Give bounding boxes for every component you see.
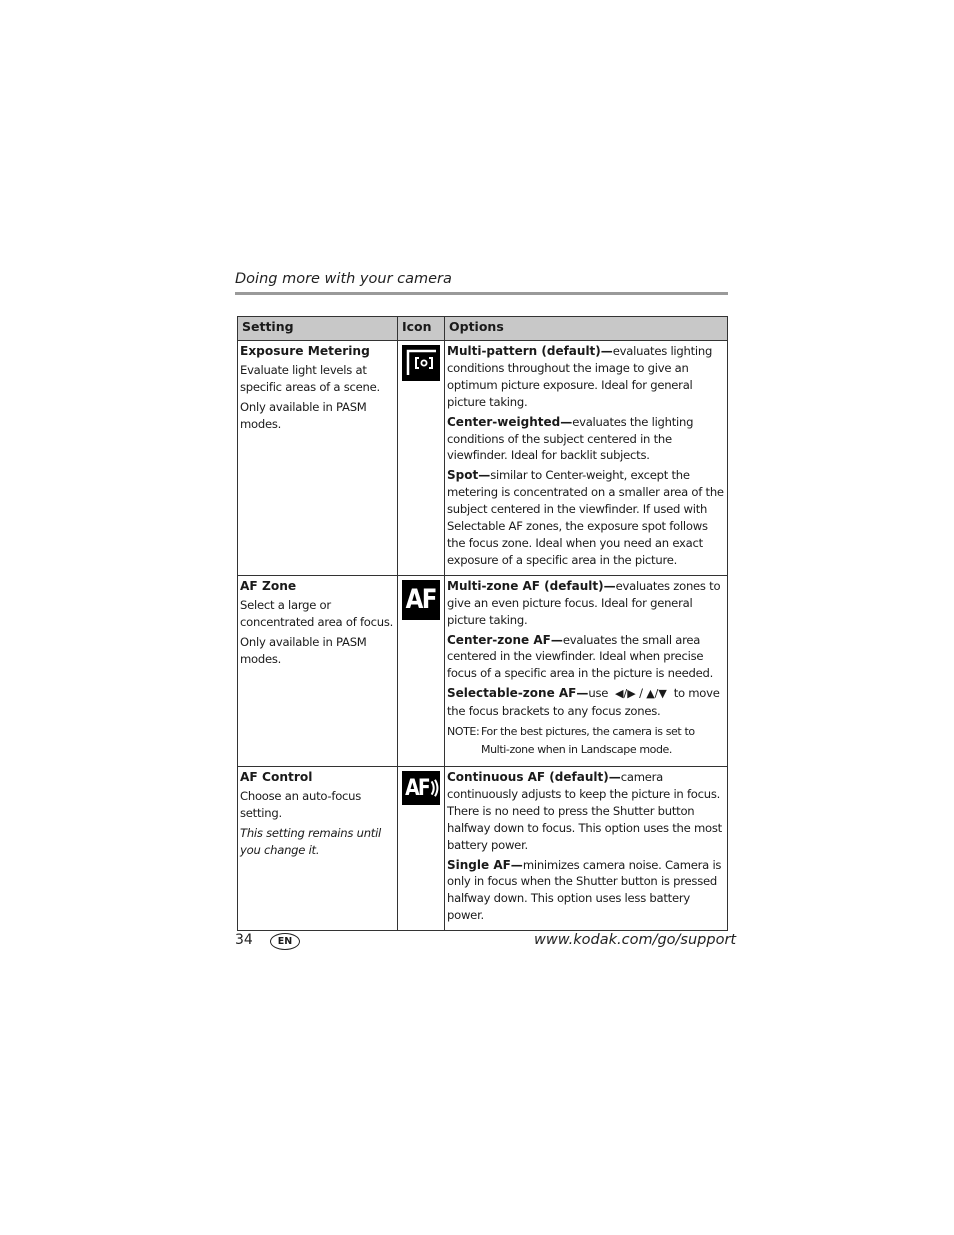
option-label: Spot— (447, 468, 491, 483)
up-down-arrows-icon: ▲/▼ (646, 687, 667, 701)
page-number: 34 (235, 932, 253, 948)
icon-cell (398, 341, 445, 576)
setting-name: Exposure Metering (240, 344, 370, 358)
note (447, 723, 725, 759)
setting-note: This setting remains until you change it. (240, 826, 382, 858)
icon-cell (398, 767, 445, 931)
separator-text: / (639, 686, 643, 701)
table-row (238, 575, 728, 766)
option-item (447, 857, 725, 925)
language-badge: EN (270, 933, 300, 950)
page-header-title: Doing more with your camera (235, 271, 452, 287)
column-header-setting: Setting (238, 317, 398, 341)
note-text: For the best pictures, the camera is set to Multi-zone when in Landscape mode. (481, 725, 695, 757)
setting-description: Choose an auto-focus setting. (240, 789, 362, 821)
option-label: Center-weighted— (447, 414, 573, 429)
option-label: Center-zone AF— (447, 632, 563, 647)
option-label: Multi-zone AF (default)— (447, 578, 616, 593)
setting-description: Evaluate light levels at specific areas of a scene. (240, 363, 380, 394)
column-header-icon: Icon (398, 317, 445, 341)
option-text: evaluates the small area centered in the viewfinder. Ideal when precise focus of a specific area in the picture is needed. (447, 632, 714, 681)
option-text: evaluates lighting conditions throughout the image to give an optimum picture exposure. Ideal for general picture taking. (447, 344, 713, 409)
option-item (447, 414, 725, 465)
icon-cell (398, 575, 445, 766)
option-text: evaluates the lighting conditions of the subject centered in the viewfinder. Ideal for backlit subjects. (447, 414, 694, 463)
af-zone-icon (402, 580, 440, 620)
option-text: minimizes camera noise. Camera is only in focus when the Shutter button is pressed halfway down. This option uses less battery power. (447, 857, 722, 923)
note-label: NOTE: (447, 725, 480, 739)
option-item (447, 578, 725, 629)
option-text: evaluates zones to give an even picture focus. Ideal for general picture taking. (447, 578, 721, 627)
setting-availability: Only available in PASM modes. (240, 400, 367, 431)
setting-cell (238, 767, 398, 931)
table-row (238, 767, 728, 931)
option-item (447, 343, 725, 411)
option-label: Multi-pattern (default)— (447, 344, 613, 358)
option-text: similar to Center-weight, except the metering is concentrated on a smaller area of the subject centered in the viewfinder. If used with Selectable AF zones, the exposure spot follows the focus zone. Ideal when you need an exact exposure of a specific area in the picture. (447, 468, 724, 567)
setting-name: AF Control (240, 770, 313, 785)
setting-description: Select a large or concentrated area of focus. (240, 597, 394, 629)
setting-cell (238, 575, 398, 766)
setting-name: AF Zone (240, 578, 297, 593)
options-cell (445, 575, 728, 766)
option-text-continued: to move the focus brackets to any focus zones. (447, 686, 720, 719)
exposure-metering-icon (402, 345, 440, 381)
option-label: Selectable-zone AF— (447, 686, 589, 701)
option-item (447, 685, 725, 720)
options-cell (445, 767, 728, 931)
options-cell (445, 341, 728, 576)
af-control-icon-text: AF (405, 775, 429, 801)
option-item (447, 632, 725, 683)
table-row (238, 341, 728, 576)
option-item (447, 769, 725, 854)
option-label: Single AF— (447, 857, 523, 872)
af-control-icon (402, 771, 440, 805)
option-text: camera continuously adjusts to keep the picture in focus. There is no need to press the Shutter button halfway down to focus. This option uses the most battery power. (447, 770, 722, 852)
table-header-row (238, 317, 728, 341)
setting-cell (238, 341, 398, 576)
header-rule (235, 292, 728, 295)
setting-availability: Only available in PASM modes. (240, 634, 367, 666)
af-zone-icon-text: AF (405, 584, 437, 616)
option-text: use (588, 686, 609, 701)
left-right-arrows-icon: ◀/▶ (615, 687, 636, 701)
column-header-options: Options (445, 317, 728, 341)
option-item (447, 467, 725, 568)
option-label: Continuous AF (default)— (447, 770, 621, 785)
settings-table (237, 316, 728, 931)
support-url[interactable]: www.kodak.com/go/support (534, 932, 737, 948)
